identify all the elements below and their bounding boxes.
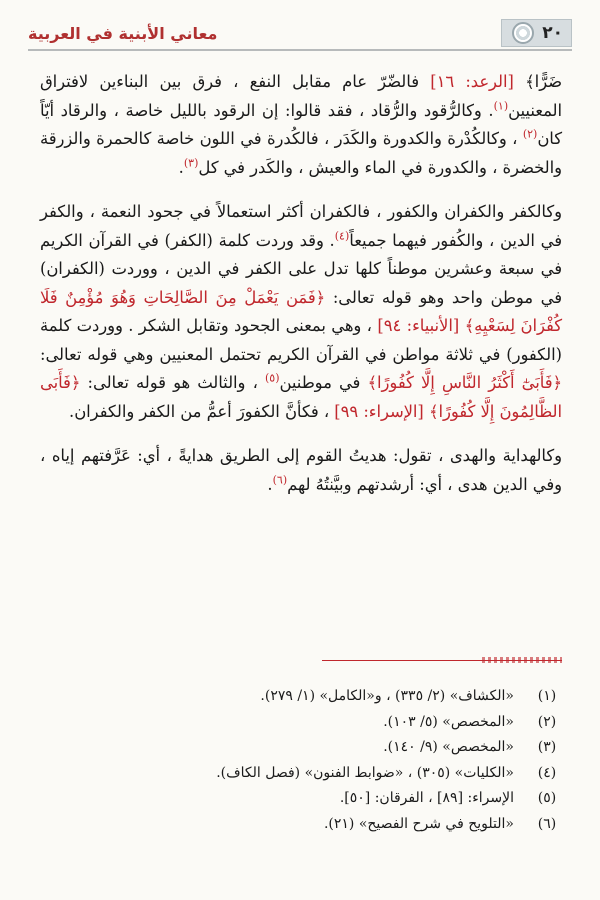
paragraph [40,198,562,426]
text-run: . [267,474,273,494]
running-title: معاني الأبنية في العربية [28,23,218,43]
page-header [28,18,572,48]
text-run: ، وكالكُدْرة والكدورة والكَدَر ، فالكُدرة في اللون خاصة كالحمرة والزرقة والخضرة ، والكدورة في الماء والعيش ، والكَدر في كل [40,129,562,177]
footnote-separator [322,660,562,667]
footnote-item [40,684,562,710]
footnote-text: «الكشاف» (٢/ ٣٣٥) ، و«الكامل» (١/ ٢٧٩). [260,688,514,704]
text-run: وكالهداية والهدى ، تقول: هديتُ القوم إلى الطريق هدايةً ، أي: عَرَّفتهم إياه ، وفي الدين هدى ، أي: أرشدتهم وبيَّنتُهُ لهم [40,446,562,494]
footnote-text: «الكليات» (٣٠٥) ، «ضوابط الفنون» (فصل الكاف). [216,764,514,781]
text-run: . وقد وردت كلمة (الكفر) في القرآن الكريم في سبعة وعشرين موطناً كلها تدل على الكفر في الدين ، ووردت (الكفران) في موطن واحد وهو قوله تعالى: [40,230,562,307]
footnote-ref: (٤) [334,229,350,243]
text-run: . [178,157,184,177]
text-run: ضَرًّا﴾ [513,72,562,91]
quran-citation: ﴿فَأَبَىٰٓ أَكْثَرُ النَّاسِ إِلَّا كُفُورًا﴾ [367,373,563,392]
page-number: ٢٠ [542,23,563,43]
footnote-item [40,735,562,761]
quran-citation: [الرعد: ١٦] [430,72,514,91]
text-run: ، والثالث هو قوله تعالى: [80,373,265,392]
paragraph [40,442,562,499]
text-run: وكالكفر والكفران والكفور ، فالكفران أكثر استعمالاً في جحود النعمة ، والكفر في الدين ، والكُفور فيهما جميعاً [40,202,562,250]
footnote-text: الإسراء: [٨٩] ، الفرقان: [٥٠]. [339,790,514,806]
main-text [40,68,562,499]
text-run: ، فكأنَّ الكفورَ أعمُّ من الكفر والكفران. [69,401,335,421]
footnote-item [40,812,562,838]
footnote-number: (٤) [537,764,557,781]
footnote-text: «التلويح في شرح الفصيح» (٢١). [323,815,514,832]
footnote-text: «المخصص» (٥/ ١٠٣). [383,713,514,730]
header-rule [28,49,572,51]
text-run: . وكالرُّقود والرُّقاد ، فقد قالوا: إن الرقود بالليل خاصة ، والرقاد أيّاً كان [40,100,562,148]
page-number-box [501,19,572,47]
footnote-ref: (٥) [264,371,280,385]
text-run: فالضّرّ عام مقابل النفع ، فرق بين البناءين لافتراق المعنيين [40,72,562,120]
quran-citation: ﴿فَمَن يَعْمَلْ مِنَ الصَّالِحَاتِ وَهُوَ مُؤْمِنٌ فَلَا كُفْرَانَ لِسَعْيِهِ﴾ [40,287,562,335]
footnote-text: «المخصص» (٩/ ١٤٠). [383,739,514,755]
quran-citation: [الإسراء: ٩٩] [334,401,424,421]
text-run: ، وهي بمعنى الجحود وتقابل الشكر . ووردت كلمة (الكفور) في ثلاثة مواطن في القرآن الكريم تحتمل المعنيين وهي قوله تعالى: [40,316,562,364]
footnote-item [40,786,562,812]
text-run: في موطنين [279,373,368,392]
quran-citation: [الأنبياء: ٩٤] [377,316,460,335]
footnote-number: (٢) [537,713,557,730]
footnote-ref: (٣) [183,156,199,170]
footnote-ref: (١) [493,99,509,113]
footnote-number: (١) [537,688,557,704]
footnote-number: (٣) [537,739,557,755]
footnote-number: (٦) [537,815,557,832]
ornament-icon [512,22,534,44]
footnote-item [40,710,562,736]
footnote-number: (٥) [537,790,557,806]
paragraph [40,68,562,182]
quran-citation: ﴿فَأَبَى الظَّالِمُونَ إِلَّا كُفُورًا﴾ [40,373,562,421]
footnotes [40,684,562,837]
footnote-ref: (٦) [272,473,288,487]
footnote-ref: (٢) [522,127,538,141]
footnote-item [40,761,562,787]
